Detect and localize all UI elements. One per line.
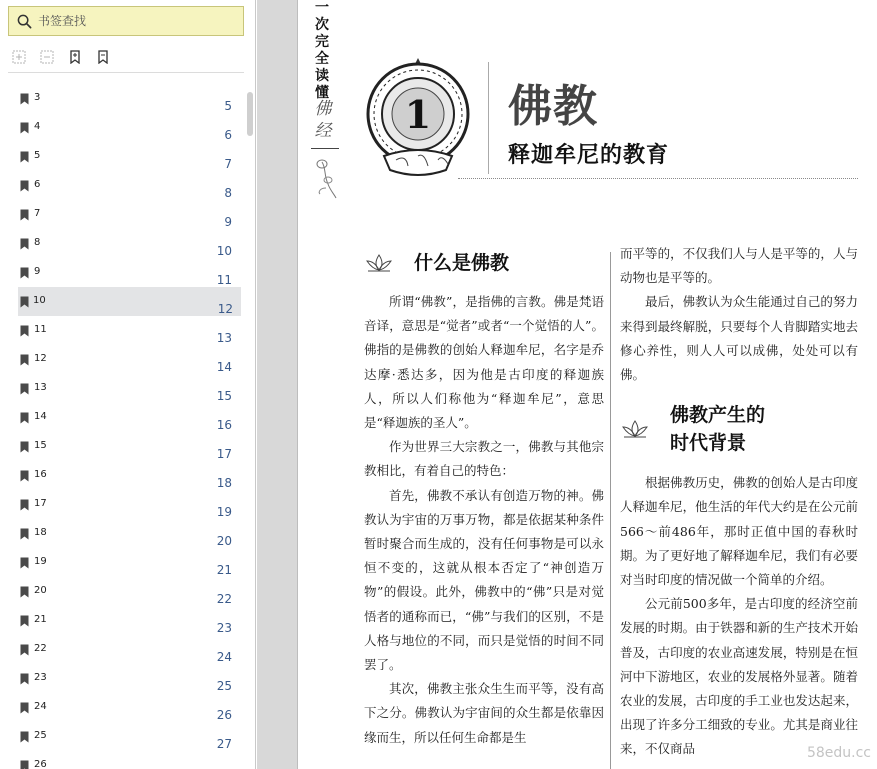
bookmark-item[interactable] (0, 548, 240, 577)
bookmark-icon (20, 383, 29, 395)
bookmark-label: 19 (34, 556, 47, 567)
bookmark-item[interactable] (18, 287, 241, 316)
bookmark-icon (20, 557, 29, 569)
bookmark-page-number: 12 (217, 302, 233, 316)
chapter-title: 佛教 (508, 81, 598, 132)
bookmark-label: 14 (34, 411, 47, 422)
bookmark-item[interactable] (0, 432, 240, 461)
add-bookmark-button[interactable] (66, 48, 84, 66)
bookmark-icon (20, 93, 29, 105)
bookmark-item[interactable] (0, 84, 240, 113)
column-divider (610, 252, 611, 769)
bookmark-icon (20, 180, 29, 192)
section-heading-text (670, 401, 765, 457)
bookmark-icon (20, 644, 29, 656)
remove-bookmark-icon (96, 50, 110, 64)
dharma-wheel-emblem-icon (362, 56, 474, 184)
section-heading (364, 250, 604, 276)
bookmark-label: 4 (34, 121, 41, 132)
bookmark-icon (20, 354, 29, 366)
watermark: 58edu.cc (806, 745, 871, 761)
bookmark-item[interactable] (0, 345, 240, 374)
bookmark-icon (20, 209, 29, 221)
section-heading-line: 佛教产生的 (670, 404, 766, 427)
bookmark-page-number: 5 (224, 99, 232, 113)
bookmark-label: 5 (34, 150, 41, 161)
chapter-subtitle: 释迦牟尼的教育 (508, 142, 670, 168)
chapter-number: 1 (404, 92, 432, 137)
right-text-column (620, 242, 858, 762)
bookmark-page-number: 25 (216, 679, 232, 693)
bookmark-search-input[interactable] (38, 14, 228, 28)
bookmark-page-number: 18 (216, 476, 232, 490)
running-head-title: 一次完全读懂 (315, 0, 329, 101)
header-dotted-rule (458, 178, 858, 179)
bookmark-label: 12 (34, 353, 47, 364)
body-paragraph: 作为世界三大宗教之一，佛教与其他宗教相比，有着自己的特色： (364, 439, 604, 479)
bookmark-label: 6 (34, 179, 41, 190)
page-gutter (257, 0, 297, 769)
bookmark-icon (20, 296, 29, 308)
bookmark-label: 22 (34, 643, 47, 654)
bookmark-page-number: 9 (224, 215, 232, 229)
bookmark-icon (20, 441, 29, 453)
document-page (297, 0, 877, 769)
bookmark-label: 15 (34, 440, 47, 451)
bookmark-item[interactable] (0, 519, 240, 548)
bookmark-label: 16 (34, 469, 47, 480)
body-paragraph: 最后，佛教认为众生能通过自己的努力来得到最终解脱，只要每个人肯脚踏实地去修心养性，则人人可以成佛，处处可以有佛。 (620, 294, 858, 383)
bookmark-icon (20, 325, 29, 337)
bookmark-page-number: 24 (216, 650, 232, 664)
bookmark-item[interactable] (0, 577, 240, 606)
bookmark-icon (20, 151, 29, 163)
bookmark-sidebar (0, 0, 256, 769)
expand-all-icon (12, 50, 26, 64)
bookmark-item[interactable] (0, 461, 240, 490)
collapse-all-button[interactable] (38, 48, 56, 66)
bookmark-item[interactable] (0, 664, 240, 693)
bookmark-label: 23 (34, 672, 47, 683)
running-head-rule (311, 148, 339, 149)
body-paragraph: 首先，佛教不承认有创造万物的神。佛教认为宇宙的万事万物，都是依据某种条件暂时聚合而生成的，没有任何事物是可以永恒不变的，这就从根本否定了“神创造万物”的假设。此外，佛教中的“佛”只是对觉悟者的通称而已，“佛”与我们的区别，不是人格与地位的不同，而只是觉悟的时间不同罢了。 (364, 487, 604, 673)
bookmark-item[interactable] (0, 142, 240, 171)
bookmark-page-number: 10 (216, 244, 232, 258)
bookmark-page-number: 20 (216, 534, 232, 548)
bookmark-page-number: 22 (216, 592, 232, 606)
bookmark-icon (20, 673, 29, 685)
bookmark-list (0, 84, 244, 769)
bookmark-page-number: 7 (224, 157, 232, 171)
bookmark-item[interactable] (0, 403, 240, 432)
bookmark-label: 20 (34, 585, 47, 596)
lotus-icon (364, 253, 394, 273)
bookmark-toolbar (10, 48, 112, 66)
bookmark-icon (20, 412, 29, 424)
expand-all-button[interactable] (10, 48, 28, 66)
bookmark-item[interactable] (0, 635, 240, 664)
bookmark-page-number: 26 (216, 708, 232, 722)
bookmark-item[interactable] (0, 229, 240, 258)
bookmark-page-number: 16 (216, 418, 232, 432)
bookmark-label: 8 (34, 237, 41, 248)
body-paragraph: 根据佛教历史，佛教的创始人是古印度人释迦牟尼，他生活的年代大约是在公元前566～前486年，那时正值中国的春秋时期。为了更好地了解释迦牟尼，我们有必要对当时印度的情况做一个简单的介绍。 (620, 475, 858, 588)
bookmark-page-number: 13 (216, 331, 232, 345)
bookmark-page-number: 17 (216, 447, 232, 461)
bookmark-label: 7 (34, 208, 41, 219)
bookmark-search-box[interactable] (8, 6, 244, 36)
bookmark-page-number: 6 (224, 128, 232, 142)
bookmark-icon (20, 238, 29, 250)
section-heading-text: 什么是佛教 (414, 252, 510, 274)
bookmark-label: 3 (34, 92, 41, 103)
bookmark-label: 24 (34, 701, 47, 712)
bookmark-icon (20, 528, 29, 540)
bookmark-page-number: 23 (216, 621, 232, 635)
bookmark-label: 17 (34, 498, 47, 509)
bookmark-icon (20, 615, 29, 627)
body-paragraph: 公元前500多年，是古印度的经济空前发展的时期。由于铁器和新的生产技术开始普及，古印度的农业高速发展，特别是在恒河中下游地区，农业的发展格外显著。随着农业的发展，古印度的手工业也发达起来，出现了许多分工细致的专业。尤其是商业往来，不仅商品 (620, 596, 858, 757)
bookmark-page-number: 21 (216, 563, 232, 577)
bookmark-scrollbar-thumb[interactable] (247, 92, 253, 136)
bookmark-item[interactable] (0, 316, 240, 345)
bookmark-label: 26 (34, 759, 47, 769)
bookmark-label: 13 (34, 382, 47, 393)
bookmark-scrollbar-track[interactable] (244, 84, 254, 769)
bookmark-label: 10 (33, 295, 46, 306)
bookmark-icon (20, 731, 29, 743)
bookmark-item[interactable] (0, 751, 240, 769)
bookmark-label: 9 (34, 266, 41, 277)
bookmark-label: 18 (34, 527, 47, 538)
bookmark-page-number: 8 (224, 186, 232, 200)
bookmark-icon (20, 760, 29, 769)
bookmark-item[interactable] (0, 200, 240, 229)
bookmark-item[interactable] (0, 374, 240, 403)
bookmark-item[interactable] (0, 606, 240, 635)
bookmark-page-number: 19 (216, 505, 232, 519)
bookmark-page-number: 14 (216, 360, 232, 374)
bookmark-page-number: 11 (216, 273, 232, 287)
bookmark-icon (20, 499, 29, 511)
header-divider (488, 62, 489, 174)
bookmark-icon (20, 267, 29, 279)
toolbar-divider (8, 72, 244, 73)
bookmark-label: 21 (34, 614, 47, 625)
section-heading-line: 时代背景 (670, 432, 747, 455)
body-paragraph: 所谓“佛教”，是指佛的言教。佛是梵语音译，意思是“觉者”或者“一个觉悟的人”。佛指的是佛教的创始人释迦牟尼，名字是乔达摩·悉达多，因为他是古印度的释迦族人，所以人们称他为“释迦牟尼”，意思是“释迦族的圣人”。 (364, 294, 604, 431)
body-paragraph: 其次，佛教主张众生生而平等，没有高下之分。佛教认为宇宙间的众生都是依靠因缘而生，所以任何生命都是生 (364, 681, 604, 745)
bookmark-icon (20, 586, 29, 598)
bookmark-item[interactable] (0, 113, 240, 142)
search-icon (17, 14, 32, 29)
bookmark-item[interactable] (0, 722, 240, 751)
bookmark-item[interactable] (0, 693, 240, 722)
flower-sprig-icon (314, 158, 340, 200)
bookmark-page-number: 27 (216, 737, 232, 751)
bookmark-icon (20, 122, 29, 134)
running-head-script: 佛经 (314, 99, 332, 141)
bookmark-icon (20, 702, 29, 714)
bookmark-item[interactable] (0, 258, 240, 287)
left-text-column (364, 242, 604, 750)
add-bookmark-icon (68, 50, 82, 64)
bookmark-page-number: 15 (216, 389, 232, 403)
lotus-icon (620, 419, 650, 439)
bookmark-label: 11 (34, 324, 47, 335)
body-paragraph-continued: 而平等的，不仅我们人与人是平等的，人与动物也是平等的。 (620, 246, 858, 286)
bookmark-item[interactable] (0, 490, 240, 519)
section-heading (620, 401, 858, 457)
remove-bookmark-button[interactable] (94, 48, 112, 66)
bookmark-label: 25 (34, 730, 47, 741)
bookmark-icon (20, 470, 29, 482)
collapse-all-icon (40, 50, 54, 64)
bookmark-item[interactable] (0, 171, 240, 200)
